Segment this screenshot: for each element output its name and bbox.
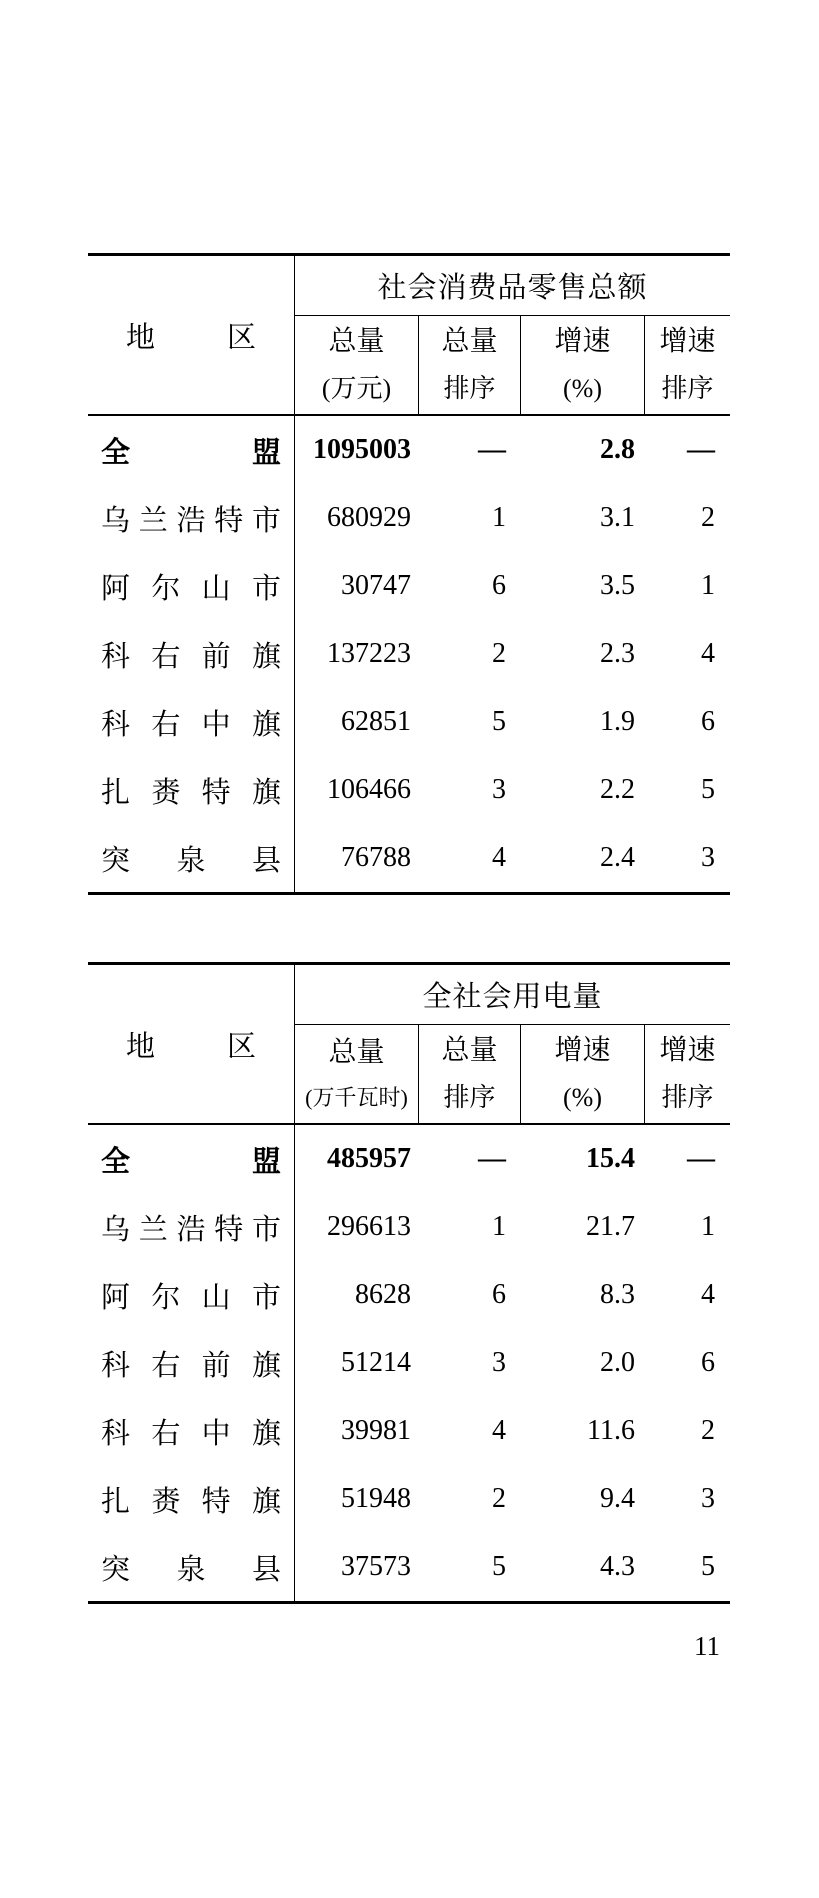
growth-rank-cell: 5	[701, 1551, 715, 1582]
total-cell: 137223	[327, 638, 411, 669]
region-cell	[88, 416, 295, 484]
region-name-char: 浩	[176, 1213, 206, 1246]
region-cell	[88, 1329, 295, 1397]
growth-cell: 3.1	[600, 502, 635, 533]
growth-rank-cell: 2	[701, 1415, 715, 1446]
region-cell	[88, 1193, 295, 1261]
total-rank-cell: —	[478, 1143, 506, 1174]
total-cell: 76788	[341, 842, 411, 873]
region-name-char: 科	[101, 640, 131, 673]
region-name-char: 旗	[251, 708, 281, 741]
total-cell: 51948	[341, 1483, 411, 1514]
growth-rank-cell: 3	[701, 842, 715, 873]
growth-cell: 2.3	[600, 638, 635, 669]
region-name-char: 市	[251, 1213, 281, 1246]
region-name-char: 突	[101, 1553, 131, 1586]
growth-cell: 9.4	[600, 1483, 635, 1514]
column-header-line1: 增速	[659, 326, 716, 357]
region-name-char: 前	[201, 1349, 231, 1382]
region-name-char: 科	[101, 708, 131, 741]
region-name-char: 扎	[101, 776, 131, 809]
growth-cell: 15.4	[586, 1143, 635, 1174]
total-rank-cell: 5	[492, 1551, 506, 1582]
column-header-line2: (万元)	[321, 374, 392, 403]
region-name-char: 旗	[251, 640, 281, 673]
total-rank-cell: 2	[492, 1483, 506, 1514]
growth-cell: 2.8	[600, 434, 635, 465]
region-name-char: 乌	[101, 504, 131, 537]
region-name-char: 旗	[251, 776, 281, 809]
total-cell: 485957	[327, 1143, 411, 1174]
region-header-char: 区	[226, 1030, 256, 1063]
region-name-char: 科	[101, 1417, 131, 1450]
table-title: 全社会用电量	[295, 965, 730, 1025]
region-name-char: 乌	[101, 1213, 131, 1246]
column-header-growth_rank	[644, 1025, 730, 1125]
total-cell: 680929	[327, 502, 411, 533]
column-header-growth_rank	[644, 316, 730, 416]
growth-rank-cell: 4	[701, 1279, 715, 1310]
region-column-header	[88, 965, 295, 1125]
growth-rank-cell: —	[687, 434, 715, 465]
region-cell	[88, 1261, 295, 1329]
column-header-line2: (万千瓦时)	[305, 1085, 408, 1110]
total-cell: 51214	[341, 1347, 411, 1378]
region-name-char: 旗	[251, 1349, 281, 1382]
region-name-char: 盟	[251, 436, 281, 469]
region-name-char: 泉	[176, 844, 206, 877]
region-name-char: 县	[251, 844, 281, 877]
total-cell: 62851	[341, 706, 411, 737]
column-header-line2: 排序	[661, 374, 714, 403]
column-header-total	[295, 1025, 418, 1125]
total-rank-cell: 4	[492, 1415, 506, 1446]
region-cell	[88, 484, 295, 552]
column-header-line1: 增速	[659, 1035, 716, 1066]
growth-rank-cell: 6	[701, 706, 715, 737]
region-name-char: 突	[101, 844, 131, 877]
region-name-char: 市	[251, 504, 281, 537]
column-header-growth	[520, 1025, 644, 1125]
total-cell: 39981	[341, 1415, 411, 1446]
region-name-char: 兰	[138, 504, 168, 537]
column-header-total	[295, 316, 418, 416]
region-name-char: 特	[201, 776, 231, 809]
region-name-char: 赉	[151, 776, 181, 809]
growth-cell: 2.4	[600, 842, 635, 873]
region-name-char: 扎	[101, 1485, 131, 1518]
region-name-char: 盟	[251, 1145, 281, 1178]
region-name-char: 特	[201, 1485, 231, 1518]
region-name-char: 全	[101, 436, 131, 469]
region-cell	[88, 1533, 295, 1601]
total-rank-cell: 3	[492, 1347, 506, 1378]
total-cell: 8628	[355, 1279, 411, 1310]
column-header-line2: 排序	[443, 1083, 496, 1112]
total-cell: 37573	[341, 1551, 411, 1582]
total-rank-cell: 1	[492, 1211, 506, 1242]
retail-sales-table	[88, 253, 730, 895]
region-name-char: 阿	[101, 1281, 131, 1314]
region-name-char: 市	[251, 1281, 281, 1314]
total-cell: 296613	[327, 1211, 411, 1242]
region-cell	[88, 1465, 295, 1533]
total-cell: 1095003	[313, 434, 411, 465]
column-header-line2: 排序	[443, 374, 496, 403]
region-name-char: 科	[101, 1349, 131, 1382]
growth-cell: 2.2	[600, 774, 635, 805]
column-header-line1: 总量	[328, 1037, 385, 1068]
region-cell	[88, 688, 295, 756]
total-rank-cell: 4	[492, 842, 506, 873]
region-name-char: 县	[251, 1553, 281, 1586]
region-name-char: 赉	[151, 1485, 181, 1518]
growth-rank-cell: 6	[701, 1347, 715, 1378]
region-name-char: 旗	[251, 1417, 281, 1450]
column-header-line1: 增速	[554, 326, 611, 357]
region-name-char: 兰	[138, 1213, 168, 1246]
region-cell	[88, 824, 295, 892]
growth-cell: 11.6	[587, 1415, 635, 1446]
total-cell: 106466	[327, 774, 411, 805]
region-name-char: 特	[214, 1213, 244, 1246]
growth-rank-cell: 1	[701, 570, 715, 601]
region-name-char: 阿	[101, 572, 131, 605]
column-header-total_rank	[418, 1025, 520, 1125]
region-name-char: 中	[201, 708, 231, 741]
growth-cell: 21.7	[586, 1211, 635, 1242]
growth-rank-cell: 2	[701, 502, 715, 533]
growth-cell: 2.0	[600, 1347, 635, 1378]
region-name-char: 右	[151, 708, 181, 741]
region-name-char: 右	[151, 1349, 181, 1382]
total-rank-cell: 2	[492, 638, 506, 669]
region-header-char: 区	[226, 321, 256, 354]
column-header-line1: 总量	[441, 326, 498, 357]
total-rank-cell: 6	[492, 1279, 506, 1310]
column-header-line1: 总量	[441, 1035, 498, 1066]
column-header-growth	[520, 316, 644, 416]
growth-cell: 3.5	[600, 570, 635, 601]
region-cell	[88, 1397, 295, 1465]
region-name-char: 市	[251, 572, 281, 605]
region-column-header	[88, 256, 295, 416]
page-number: 11	[694, 1631, 720, 1661]
growth-cell: 8.3	[600, 1279, 635, 1310]
region-name-char: 前	[201, 640, 231, 673]
table-title: 社会消费品零售总额	[295, 256, 730, 316]
region-name-char: 山	[201, 572, 231, 605]
total-cell: 30747	[341, 570, 411, 601]
column-header-line1: 总量	[328, 326, 385, 357]
column-header-line2: (%)	[563, 374, 602, 403]
growth-cell: 1.9	[600, 706, 635, 737]
region-cell	[88, 620, 295, 688]
column-header-line2: 排序	[661, 1083, 714, 1112]
growth-rank-cell: 5	[701, 774, 715, 805]
region-name-char: 中	[201, 1417, 231, 1450]
region-name-char: 泉	[176, 1553, 206, 1586]
region-name-char: 旗	[251, 1485, 281, 1518]
total-rank-cell: 6	[492, 570, 506, 601]
growth-rank-cell: —	[687, 1143, 715, 1174]
column-header-line2: (%)	[563, 1083, 602, 1112]
growth-rank-cell: 4	[701, 638, 715, 669]
region-name-char: 浩	[176, 504, 206, 537]
growth-rank-cell: 1	[701, 1211, 715, 1242]
column-header-total_rank	[418, 316, 520, 416]
total-rank-cell: 3	[492, 774, 506, 805]
region-name-char: 全	[101, 1145, 131, 1178]
region-name-char: 右	[151, 640, 181, 673]
region-cell	[88, 756, 295, 824]
total-rank-cell: 1	[492, 502, 506, 533]
growth-cell: 4.3	[600, 1551, 635, 1582]
region-cell	[88, 552, 295, 620]
region-header-char: 地	[126, 1030, 156, 1063]
electricity-consumption-table	[88, 962, 730, 1604]
region-name-char: 右	[151, 1417, 181, 1450]
region-name-char: 尔	[151, 1281, 181, 1314]
region-name-char: 特	[214, 504, 244, 537]
region-name-char: 山	[201, 1281, 231, 1314]
region-name-char: 尔	[151, 572, 181, 605]
region-cell	[88, 1125, 295, 1193]
column-header-line1: 增速	[554, 1035, 611, 1066]
region-header-char: 地	[126, 321, 156, 354]
total-rank-cell: 5	[492, 706, 506, 737]
growth-rank-cell: 3	[701, 1483, 715, 1514]
total-rank-cell: —	[478, 434, 506, 465]
